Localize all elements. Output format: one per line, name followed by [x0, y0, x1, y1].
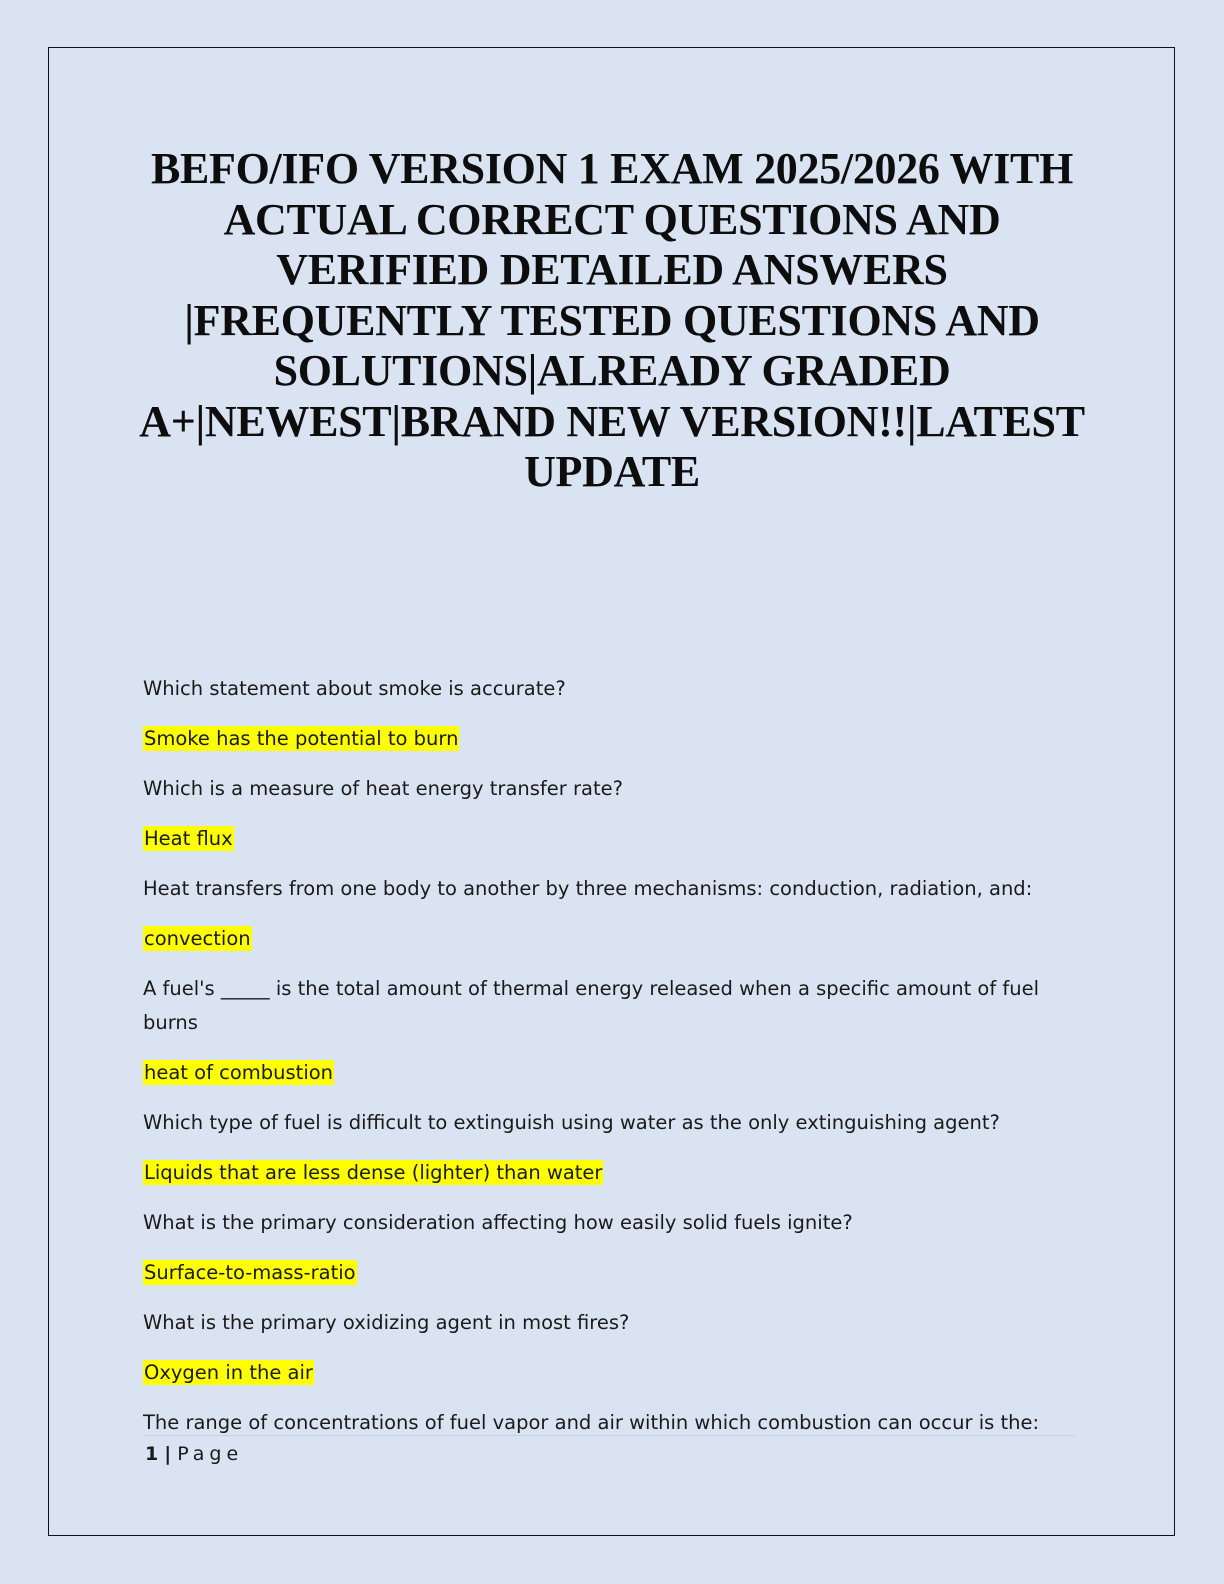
- footer-divider: [143, 1435, 1075, 1436]
- page-footer: [145, 1440, 243, 1468]
- question-text: Which is a measure of heat energy transfer rate?: [143, 777, 623, 800]
- question-text: Heat transfers from one body to another by three mechanisms: conduction, radiation, and:: [143, 877, 1033, 900]
- answer-highlight: Surface-to-mass-ratio: [144, 1261, 356, 1284]
- answer-highlight: heat of combustion: [144, 1061, 334, 1084]
- answer-highlight: convection: [144, 927, 251, 950]
- answer-highlight: Smoke has the potential to burn: [144, 727, 459, 750]
- answer-text: [143, 922, 1063, 956]
- answer-text: [143, 1056, 1063, 1090]
- answer-highlight: Liquids that are less dense (lighter) than water: [144, 1161, 603, 1184]
- answer-text: [143, 1156, 1063, 1190]
- answer-text: [143, 1256, 1063, 1290]
- document-title: BEFO/IFO VERSION 1 EXAM 2025/2026 WITH ACTUAL CORRECT QUESTIONS AND VERIFIED DETAILED ANSWERS |FREQUENTLY TESTED QUESTIONS AND SOLUTIONS|ALREADY GRADED A+|NEWEST|BRAND NEW VERSION!!|LATEST UPDATE: [139, 144, 1085, 496]
- answer-text: [143, 822, 1063, 856]
- answer-text: [143, 1356, 1063, 1390]
- question-text: A fuel's _____ is the total amount of thermal energy released when a specific amount of fuel burns: [143, 977, 1040, 1034]
- question-text: What is the primary oxidizing agent in most fires?: [143, 1311, 630, 1334]
- answer-text: [143, 722, 1063, 756]
- question-text: Which statement about smoke is accurate?: [143, 677, 566, 700]
- answer-highlight: Oxygen in the air: [144, 1361, 313, 1384]
- answer-highlight: Heat flux: [144, 827, 233, 850]
- footer-separator: |: [164, 1443, 172, 1465]
- qa-list: [143, 672, 1063, 1456]
- page-label: Page: [177, 1443, 244, 1465]
- question-text: The range of concentrations of fuel vapor and air within which combustion can occur is the:: [143, 1411, 1040, 1434]
- question-text: Which type of fuel is difficult to extinguish using water as the only extinguishing agent?: [143, 1111, 1000, 1134]
- question-text: What is the primary consideration affecting how easily solid fuels ignite?: [143, 1211, 853, 1234]
- page-number: 1: [145, 1443, 159, 1465]
